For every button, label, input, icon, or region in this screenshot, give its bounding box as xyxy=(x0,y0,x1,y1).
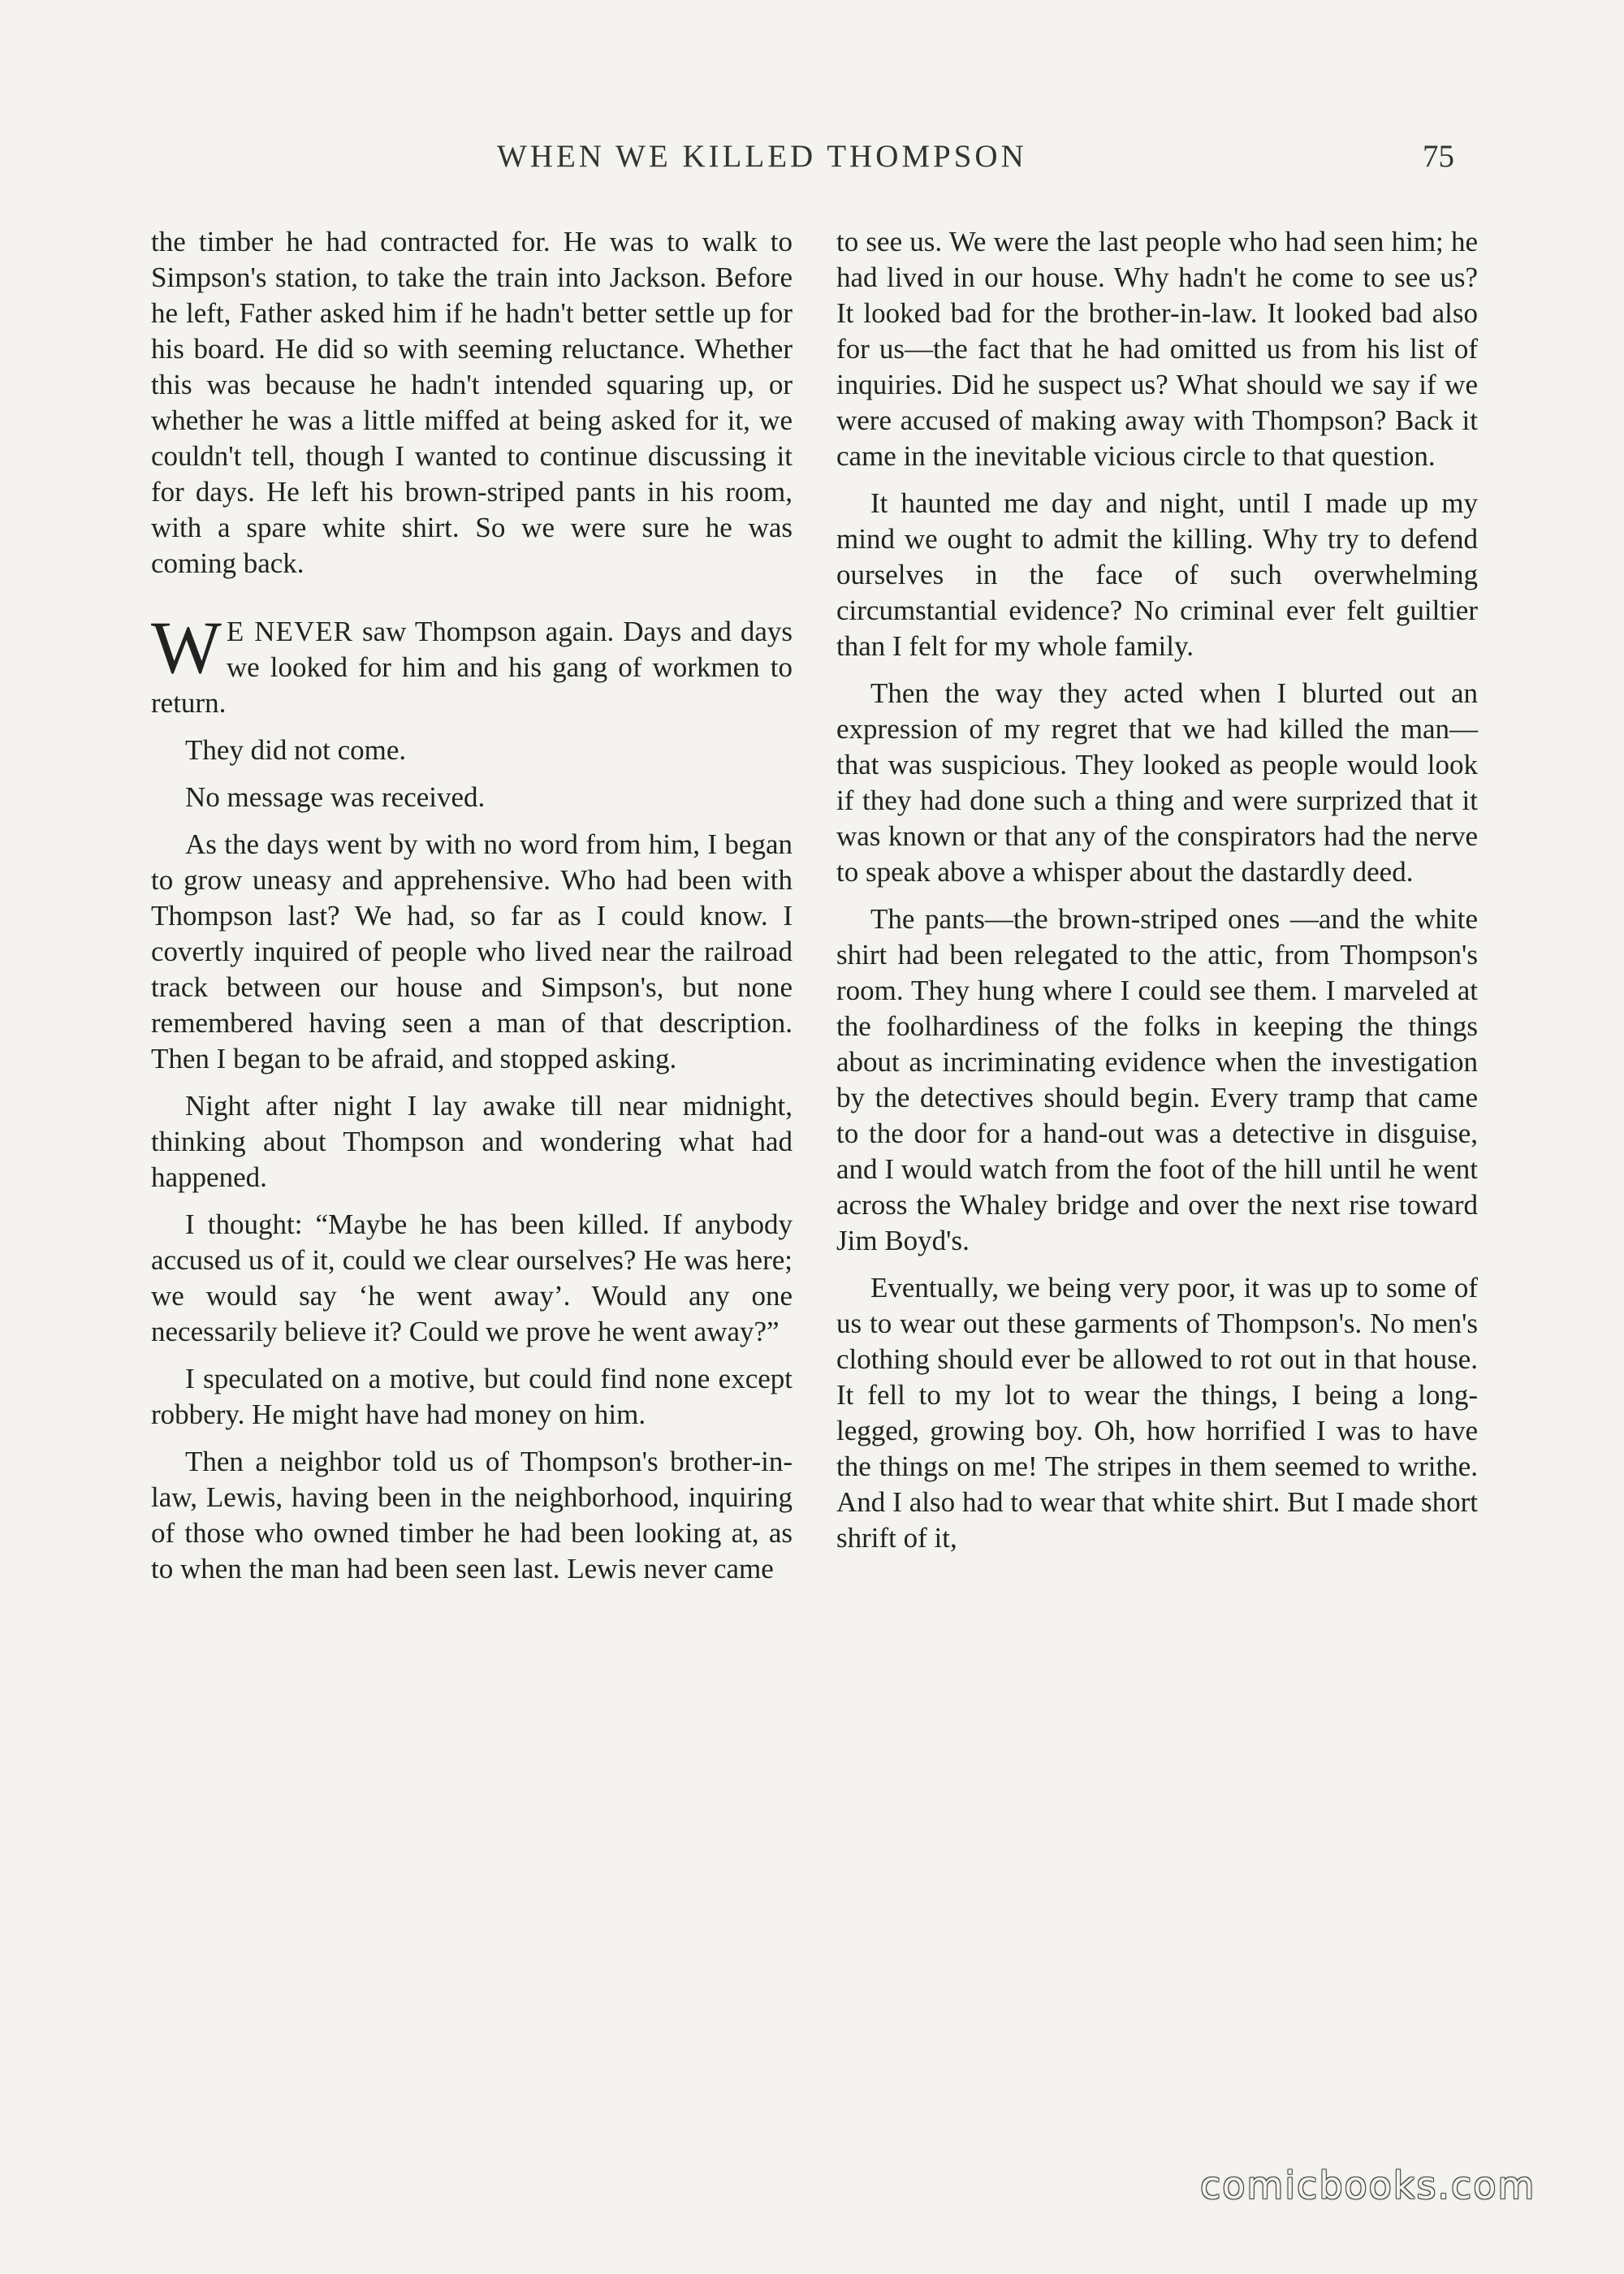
paragraph: Then a neighbor told us of Thompson's brother-in-law, Lewis, having been in the neighborhood, inquiring of those who owned timber he had been looking at, as to when the man had been seen last. Lewis never came xyxy=(151,1446,793,1584)
left-column xyxy=(151,224,793,1598)
paragraph: Then the way they acted when I blurted out an expression of my regret that we had killed the man—that was suspicious. They looked as people would look if they had done such a thing and were surprized that it was known or that any of the conspirators had the nerve to speak above a whisper about the dastardly deed. xyxy=(836,677,1478,888)
paragraph: to see us. We were the last people who had seen him; he had lived in our house. Why hadn't he come to see us? It looked bad for the brother-in-law. It looked bad also for us—the fact that he had omitted us from his list of inquiries. Did he suspect us? What should we say if we were accused of making away with Thompson? Back it came in the inevitable vicious circle to that question. xyxy=(836,226,1478,472)
paragraph: They did not come. xyxy=(185,734,407,766)
paragraph: As the days went by with no word from him, I began to grow uneasy and apprehensive. Who had been with Thompson last? We had, so far as I could know. I covertly inquired of people who lived near the railroad track between our house and Simpson's, but none remembered having seen a man of that description. Then I began to be afraid, and stopped asking. xyxy=(151,828,793,1074)
paragraph: The pants—the brown-striped ones —and the white shirt had been relegated to the attic, from Thompson's room. They hung where I could see them. I marveled at the foolhardiness of the folks in keeping the things about as incriminating evidence when the investigation by the detectives should begin. Every tramp that came to the door for a hand-out was a detective in disguise, and I would watch from the foot of the hill until he went across the Whaley bridge and over the next rise toward Jim Boyd's. xyxy=(836,903,1478,1256)
small-caps-lead: E NEVER xyxy=(226,616,353,647)
paragraph: I speculated on a motive, but could find none except robbery. He might have had money on him. xyxy=(151,1363,793,1430)
running-title: WHEN WE KILLED THOMPSON xyxy=(497,139,1027,174)
right-column xyxy=(836,224,1478,1567)
paragraph: No message was received. xyxy=(185,781,486,813)
watermark: comicbooks.com xyxy=(1200,2164,1536,2207)
section-text: saw Thompson again. Days and days we looked for him and his gang of workmen to return. xyxy=(151,616,793,719)
page-header xyxy=(0,138,1624,187)
page-number: 75 xyxy=(1423,139,1454,174)
drop-cap: W xyxy=(151,606,222,689)
paragraph: I thought: “Maybe he has been killed. If anybody accused us of it, could we clear ourselves? He was here; we would say ‘he went away’. Would any one necessarily believe it? Could we prove he went away?” xyxy=(151,1208,793,1347)
paragraph: It haunted me day and night, until I made up my mind we ought to admit the killing. Why try to defend ourselves in the face of such overwhelming circumstantial evidence? No criminal ever felt guiltier than I felt for my whole family. xyxy=(836,487,1478,662)
section-opening-paragraph xyxy=(151,606,793,721)
paragraph: Night after night I lay awake till near midnight, thinking about Thompson and wondering what had happened. xyxy=(151,1090,793,1193)
paragraph: Eventually, we being very poor, it was up to some of us to wear out these garments of Thompson's. No men's clothing should ever be allowed to rot out in that house. It fell to my lot to wear the things, I being a long-legged, growing boy. Oh, how horrified I was to have the things on me! The stripes in them seemed to writhe. And I also had to wear that white shirt. But I made short shrift of it, xyxy=(836,1272,1478,1554)
paragraph: the timber he had contracted for. He was to walk to Simpson's station, to take the train into Jackson. Before he left, Father asked him if he hadn't better settle up for his board. He did so with seeming reluctance. Whether this was because he hadn't intended squaring up, or whether he was a little miffed at being asked for it, we couldn't tell, though I wanted to continue discussing it for days. He left his brown-striped pants in his room, with a spare white shirt. So we were sure he was coming back. xyxy=(151,226,793,579)
